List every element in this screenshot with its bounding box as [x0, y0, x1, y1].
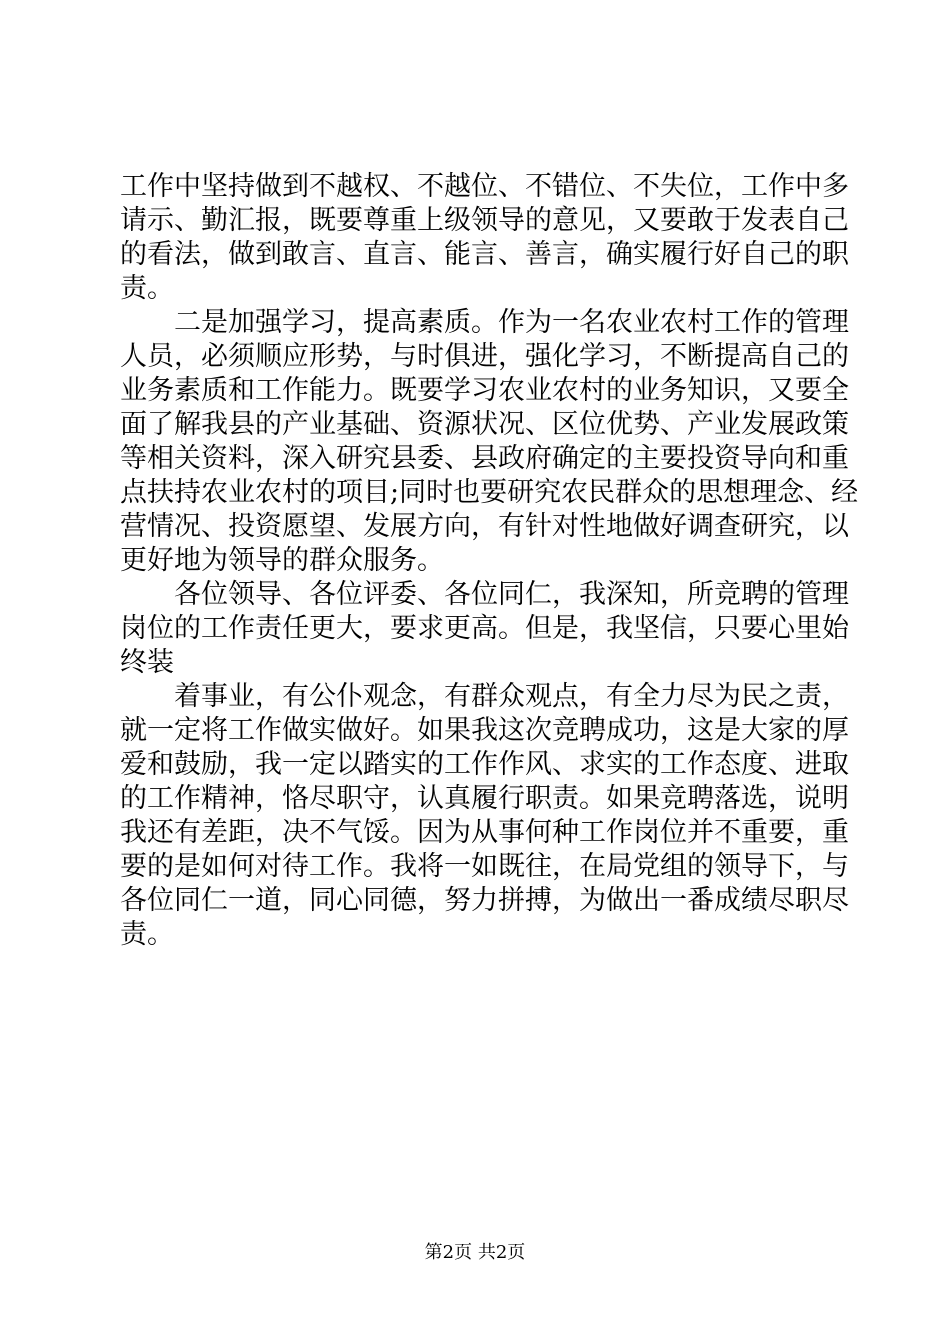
text-line: 责。 — [120, 273, 174, 304]
text-line: 的看法，做到敢言、直言、能言、善言，确实履行好自己的职 — [120, 239, 849, 270]
document-body — [120, 170, 859, 952]
text-line: 终装 — [120, 647, 174, 678]
text-line: 更好地为领导的群众服务。 — [120, 545, 444, 576]
text-line: 工作中坚持做到不越权、不越位、不错位、不失位，工作中多 — [120, 171, 849, 202]
text-line: 业务素质和工作能力。既要学习农业农村的业务知识，又要全 — [120, 375, 849, 406]
text-line: 责。 — [120, 919, 174, 950]
text-line: 二是加强学习，提高素质。作为一名农业农村工作的管理 — [174, 307, 849, 338]
text-line: 爱和鼓励，我一定以踏实的工作作风、求实的工作态度、进取 — [120, 749, 849, 780]
text-line: 各位领导、各位评委、各位同仁，我深知，所竞聘的管理 — [174, 579, 849, 610]
text-line: 请示、勤汇报，既要尊重上级领导的意见，又要敢于发表自己 — [120, 205, 849, 236]
text-line: 人员，必须顺应形势，与时俱进，强化学习，不断提高自己的 — [120, 341, 849, 372]
text-line: 面了解我县的产业基础、资源状况、区位优势、产业发展政策 — [120, 409, 849, 440]
text-line: 营情况、投资愿望、发展方向，有针对性地做好调查研究，以 — [120, 511, 849, 542]
text-line: 我还有差距，决不气馁。因为从事何种工作岗位并不重要，重 — [120, 817, 849, 848]
text-line: 岗位的工作责任更大，要求更高。但是，我坚信，只要心里始 — [120, 613, 849, 644]
text-line: 就一定将工作做实做好。如果我这次竞聘成功，这是大家的厚 — [120, 715, 849, 746]
text-line: 等相关资料，深入研究县委、县政府确定的主要投资导向和重 — [120, 443, 849, 474]
text-line: 点扶持农业农村的项目;同时也要研究农民群众的思想理念、经 — [120, 477, 859, 508]
text-line: 着事业，有公仆观念，有群众观点，有全力尽为民之责， — [174, 681, 849, 712]
text-line: 的工作精神，恪尽职守，认真履行职责。如果竞聘落选，说明 — [120, 783, 849, 814]
text-line: 各位同仁一道，同心同德，努力拼搏，为做出一番成绩尽职尽 — [120, 885, 849, 916]
page-number-footer: 第2页 共2页 — [424, 1242, 526, 1263]
text-line: 要的是如何对待工作。我将一如既往，在局党组的领导下，与 — [120, 851, 849, 882]
